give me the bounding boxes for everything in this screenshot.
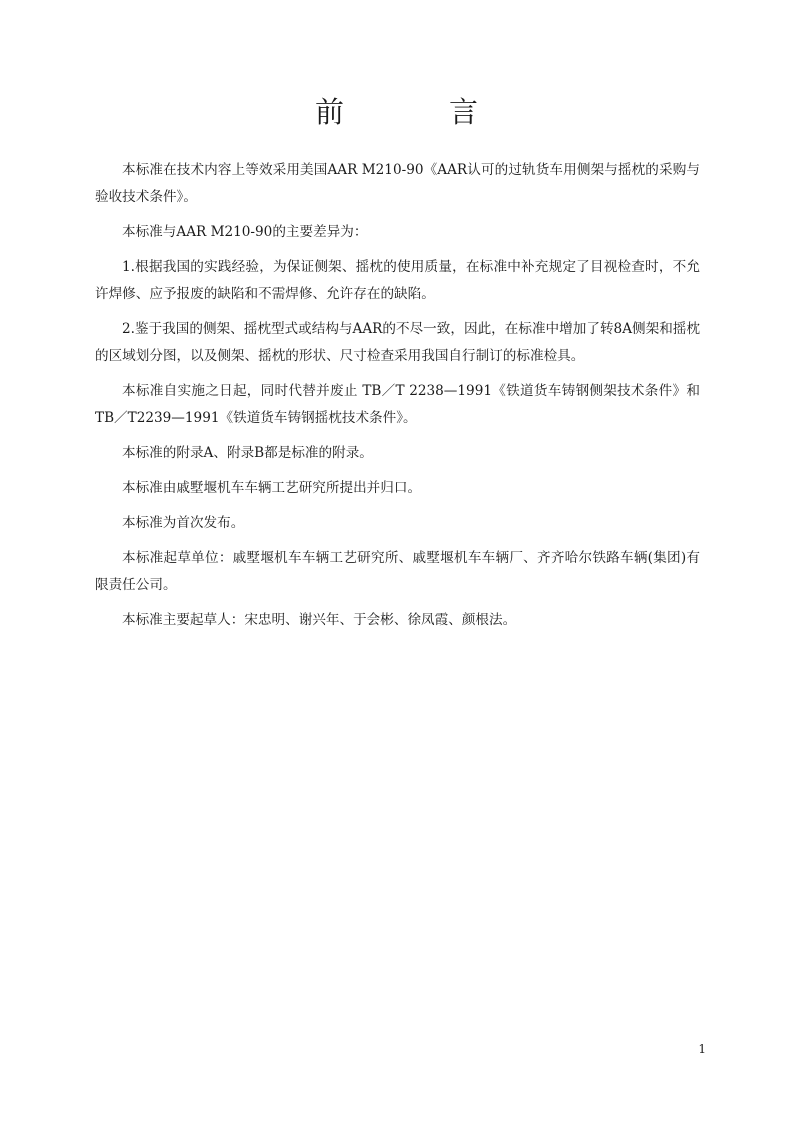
paragraph-1: 本标准在技术内容上等效采用美国AAR M210-90《AAR认可的过轨货车用侧架与摇枕的采购与验收技术条件》。 xyxy=(95,162,700,205)
paragraph-4: 2.鉴于我国的侧架、摇枕型式或结构与AAR的不尽一致，因此，在标准中增加了转8A侧架和摇枕的区域划分图，以及侧架、摇枕的形状、尺寸检查采用我国自行制订的标准检具。 xyxy=(95,321,700,364)
paragraph-8: 本标准为首次发布。 xyxy=(122,515,245,531)
paragraph-3: 1.根据我国的实践经验，为保证侧架、摇枕的使用质量，在标准中补充规定了目视检查时，不允许焊修、应予报废的缺陷和不需焊修、允许存在的缺陷。 xyxy=(95,259,700,302)
page-number: 1 xyxy=(698,1042,706,1056)
page-title: 前 言 xyxy=(314,95,516,129)
paragraph-2: 本标准与AAR M210-90的主要差异为： xyxy=(122,224,368,240)
body-text xyxy=(95,157,700,642)
paragraph-6: 本标准的附录A、附录B都是标准的附录。 xyxy=(122,445,373,461)
paragraph-10: 本标准主要起草人：宋忠明、谢兴年、于会彬、徐凤霞、颜根法。 xyxy=(122,612,517,628)
paragraph-5: 本标准自实施之日起，同时代替并废止 TB／T 2238—1991《铁道货车铸钢侧架技术条件》和TB／T2239—1991《铁道货车铸钢摇枕技术条件》。 xyxy=(95,383,700,426)
paragraph-7: 本标准由戚墅堰机车车辆工艺研究所提出并归口。 xyxy=(122,480,422,496)
paragraph-9: 本标准起草单位：戚墅堰机车车辆工艺研究所、戚墅堰机车车辆厂、齐齐哈尔铁路车辆(集团)有限责任公司。 xyxy=(95,550,700,593)
